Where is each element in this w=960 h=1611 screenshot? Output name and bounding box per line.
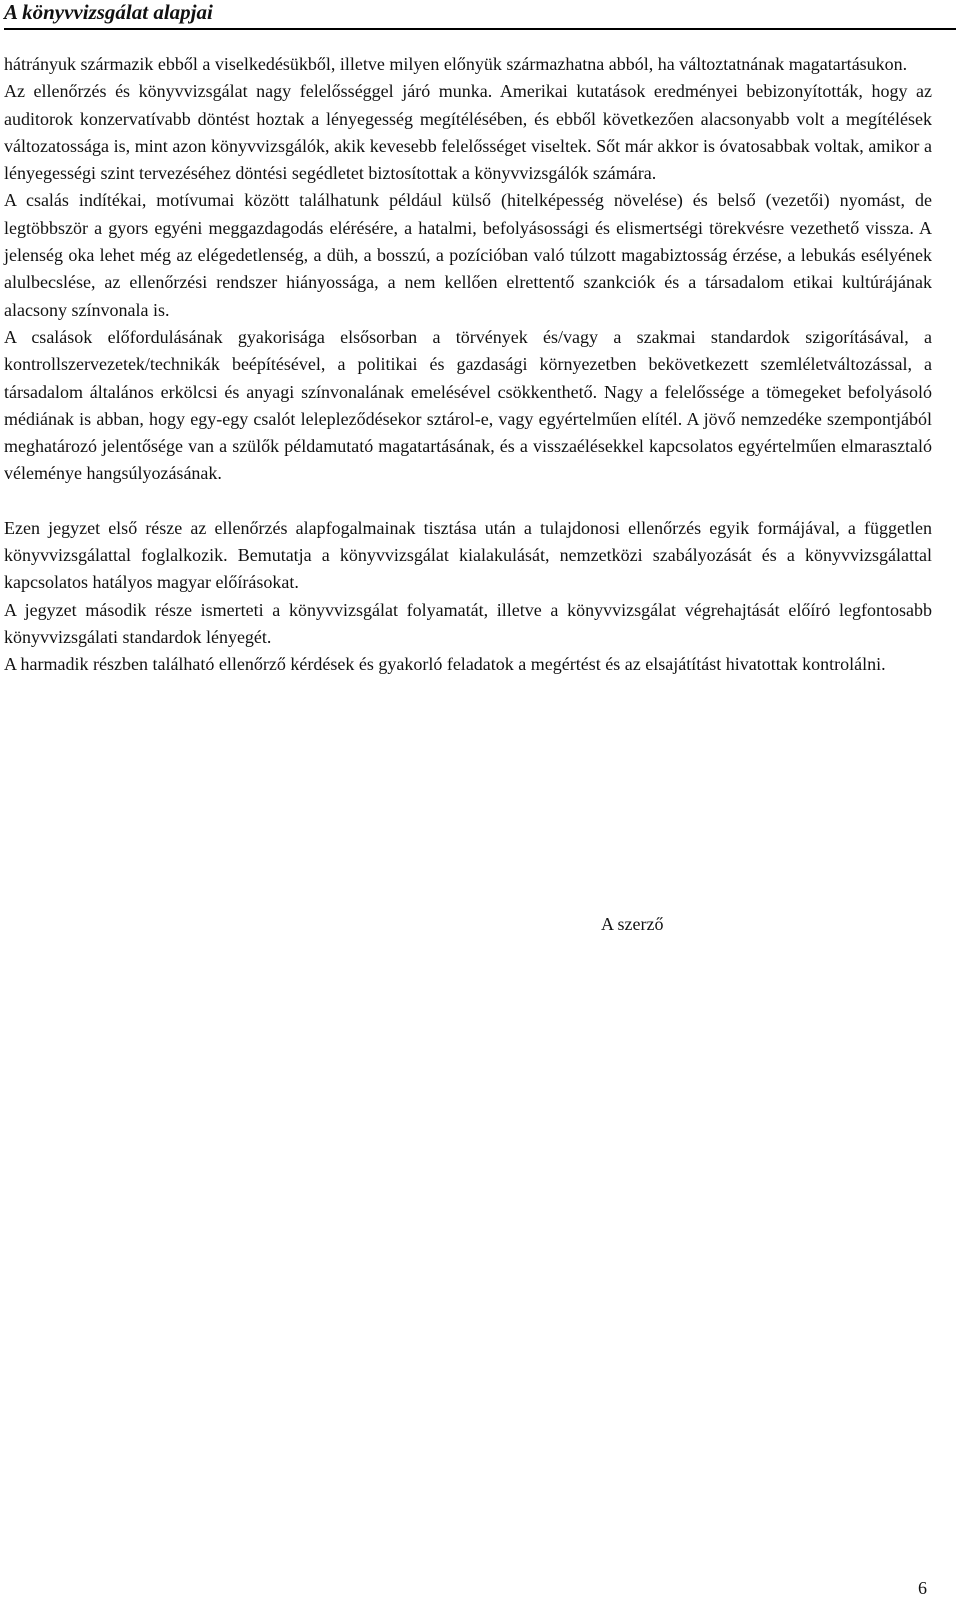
- paragraph-fraud-motives: A csalás indítékai, motívumai között találhatunk például külső (hitelképesség növelése) és belső (vezetői) nyomást, de legtöbbször a gyors egyéni meggazdagodás elérésére, a hatalmi, befolyásossági és elismertségi törekvésre vezethető vissza. A jelenség oka lehet még az elégedetlenség, a düh, a bosszú, a pozícióban való túlzott magabiztosság érzése, a lebukás esélyének alulbecslése, az ellenőrzési rendszer hiányossága, a nem kellően elrettentő szankciók és a társadalom etikai kultúrájának alacsony színvonala is.: [4, 190, 932, 320]
- page-number: 6: [918, 1578, 927, 1598]
- author-signature: A szerző: [601, 914, 664, 934]
- document-body: [4, 51, 932, 679]
- paragraph-spacer: [4, 488, 932, 515]
- page-header: [4, 0, 956, 30]
- paragraph-responsibility: Az ellenőrzés és könyvvizsgálat nagy felelősséggel járó munka. Amerikai kutatások eredményei bebizonyították, hogy az auditorok konzervatívabb döntést hoztak a lényegesség megítélésében, és ebből következően alacsonyabb volt a megítélések változatossága is, mint azon könyvvizsgálók, akik kevesebb felelősséget viseltek. Sőt már akkor is óvatosabbak voltak, amikor a lényegességi szint tervezéséhez döntési segédletet biztosítottak a könyvvizsgálók számára.: [4, 81, 932, 184]
- paragraph-fraud-reduction: A csalások előfordulásának gyakorisága elsősorban a törvények és/vagy a szakmai standardok szigorításával, a kontrollszervezetek/technikák beépítésével, a politikai és gazdasági környezetben bekövetkezett szemléletváltozással, a társadalom általános erkölcsi és anyagi színvonalának emelésével csökkenthető. Nagy a felelőssége a tömegeket befolyásoló médiának is abban, hogy egy-egy csalót lelepleződésekor sztárol-e, vagy egyértelműen elítél. A jövő nemzedéke szempontjából meghatározó jelentősége van a szülők példamutató magatartásának, és a visszaélésekkel kapcsolatos egyértelműen elmarasztaló véleménye hangsúlyozásának.: [4, 326, 932, 484]
- paragraph-first-part: Ezen jegyzet első része az ellenőrzés alapfogalmainak tisztása után a tulajdonosi ellenőrzés egyik formájával, a független könyvvizsgálattal foglalkozik. Bemutatja a könyvvizsgálat kialakulását, nemzetközi szabályozását és a könyvvizsgálattal kapcsolatos hatályos magyar előírásokat.: [4, 517, 932, 593]
- paragraph-third-part: A harmadik részben található ellenőrző kérdések és gyakorló feladatok a megértést és az elsajátítást hivatottak kontrolálni.: [4, 654, 886, 675]
- header-title: A könyvvizsgálat alapjai: [4, 0, 213, 24]
- paragraph-disadvantages: hátrányuk származik ebből a viselkedésükből, illetve milyen előnyük származhatna abból, ha változtatnának magatartásukon.: [4, 54, 908, 74]
- paragraph-second-part: A jegyzet második része ismerteti a könyvvizsgálat folyamatát, illetve a könyvvizsgálat végrehajtását előíró legfontosabb könyvvizsgálati standardok lényegét.: [4, 599, 932, 647]
